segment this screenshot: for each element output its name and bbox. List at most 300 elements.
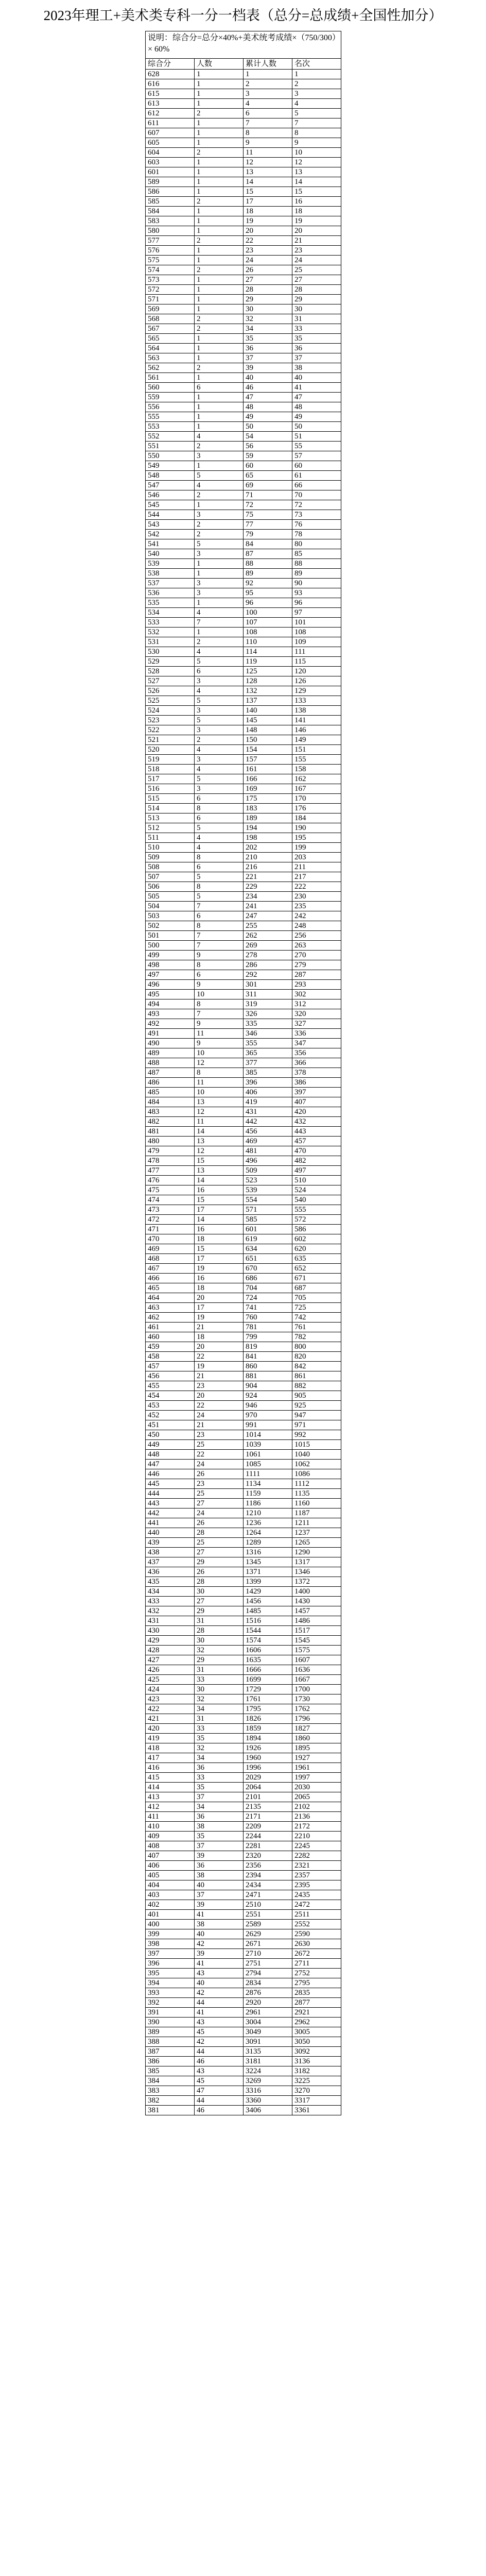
table-row	[146, 1753, 341, 1763]
table-cell: 1	[195, 373, 244, 383]
table-cell: 292	[244, 970, 292, 980]
table-cell: 569	[146, 304, 195, 314]
table-cell: 601	[244, 1225, 292, 1234]
table-cell: 537	[146, 579, 195, 588]
table-row	[146, 1597, 341, 1606]
table-cell: 41	[195, 1910, 244, 1920]
table-row	[146, 618, 341, 628]
column-header: 人数	[195, 59, 244, 70]
table-cell: 538	[146, 569, 195, 579]
table-cell: 525	[146, 696, 195, 706]
page-title: 2023年理工+美术类专科一分一档表（总分=总成绩+全国性加分）	[43, 8, 443, 23]
table-cell: 443	[146, 1499, 195, 1509]
table-cell: 564	[146, 344, 195, 353]
table-row	[146, 1812, 341, 1822]
table-cell: 377	[244, 1058, 292, 1068]
table-row	[146, 285, 341, 295]
table-row	[146, 569, 341, 579]
table-row	[146, 1048, 341, 1058]
table-row	[146, 138, 341, 148]
table-cell: 1	[195, 118, 244, 128]
table-cell: 2245	[292, 1841, 341, 1851]
table-cell: 385	[146, 2066, 195, 2076]
table-cell: 22	[195, 1352, 244, 1362]
table-cell: 11	[195, 1117, 244, 1127]
table-row	[146, 1920, 341, 1929]
table-cell: 2434	[244, 1880, 292, 1890]
table-cell: 2171	[244, 1812, 292, 1822]
table-cell: 1	[195, 216, 244, 226]
table-cell: 397	[146, 1949, 195, 1959]
table-row	[146, 451, 341, 461]
table-cell: 279	[292, 960, 341, 970]
table-cell: 293	[292, 980, 341, 990]
table-cell: 671	[292, 1274, 341, 1283]
table-row	[146, 471, 341, 481]
table-cell: 21	[292, 236, 341, 246]
table-cell: 573	[146, 275, 195, 285]
table-cell: 1	[195, 461, 244, 471]
table-cell: 510	[146, 843, 195, 853]
table-cell: 132	[244, 686, 292, 696]
table-cell: 170	[292, 794, 341, 804]
table-row	[146, 1293, 341, 1303]
table-cell: 27	[292, 275, 341, 285]
table-row	[146, 373, 341, 383]
table-cell: 602	[292, 1234, 341, 1244]
table-row	[146, 1303, 341, 1313]
table-cell: 1289	[244, 1538, 292, 1548]
table-row	[146, 1195, 341, 1205]
table-cell: 1635	[244, 1655, 292, 1665]
table-cell: 475	[146, 1185, 195, 1195]
table-cell: 43	[195, 2018, 244, 2027]
table-cell: 406	[244, 1088, 292, 1097]
table-cell: 536	[146, 588, 195, 598]
table-cell: 589	[146, 177, 195, 187]
table-cell: 584	[146, 207, 195, 216]
table-cell: 635	[292, 1254, 341, 1264]
table-cell: 5	[195, 716, 244, 725]
table-cell: 409	[146, 1832, 195, 1841]
table-cell: 126	[292, 676, 341, 686]
table-row	[146, 853, 341, 862]
table-cell: 14	[195, 1127, 244, 1137]
table-cell: 488	[146, 1058, 195, 1068]
table-cell: 1	[195, 500, 244, 510]
table-cell: 603	[146, 158, 195, 167]
table-cell: 456	[146, 1371, 195, 1381]
table-row	[146, 579, 341, 588]
table-cell: 28	[195, 1528, 244, 1538]
table-cell: 138	[292, 706, 341, 716]
table-cell: 616	[146, 79, 195, 89]
table-cell: 3004	[244, 2018, 292, 2027]
table-cell: 1	[195, 628, 244, 637]
table-cell: 1606	[244, 1646, 292, 1655]
table-row	[146, 2057, 341, 2066]
table-cell: 120	[292, 667, 341, 676]
table-row	[146, 745, 341, 755]
table-cell: 436	[146, 1567, 195, 1577]
table-cell: 1	[195, 128, 244, 138]
table-cell: 2962	[292, 2018, 341, 2027]
table-cell: 3	[195, 706, 244, 716]
table-cell: 454	[146, 1391, 195, 1401]
table-cell: 3269	[244, 2076, 292, 2086]
table-cell: 5	[195, 823, 244, 833]
table-row	[146, 2027, 341, 2037]
table-row	[146, 304, 341, 314]
table-cell: 462	[146, 1313, 195, 1323]
table-cell: 7	[195, 931, 244, 941]
table-cell: 384	[146, 2076, 195, 2086]
table-cell: 1	[244, 70, 292, 79]
table-row	[146, 608, 341, 618]
table-cell: 513	[146, 814, 195, 823]
table-cell: 484	[146, 1097, 195, 1107]
header-row	[146, 59, 341, 70]
table-cell: 1485	[244, 1606, 292, 1616]
table-cell: 523	[244, 1176, 292, 1185]
table-cell: 511	[146, 833, 195, 843]
table-cell: 670	[244, 1264, 292, 1274]
table-cell: 1827	[292, 1724, 341, 1734]
table-cell: 539	[244, 1185, 292, 1195]
table-cell: 3224	[244, 2066, 292, 2076]
table-cell: 601	[146, 167, 195, 177]
table-row	[146, 628, 341, 637]
table-cell: 69	[244, 481, 292, 490]
table-row	[146, 461, 341, 471]
table-cell: 2064	[244, 1783, 292, 1792]
table-cell: 449	[146, 1440, 195, 1450]
table-cell: 619	[244, 1234, 292, 1244]
table-cell: 486	[146, 1078, 195, 1088]
table-row	[146, 1440, 341, 1450]
table-cell: 502	[146, 921, 195, 931]
table-row	[146, 892, 341, 902]
table-cell: 391	[146, 2008, 195, 2018]
table-row	[146, 530, 341, 539]
table-cell: 32	[195, 1646, 244, 1655]
table-row	[146, 1146, 341, 1156]
table-cell: 572	[292, 1215, 341, 1225]
table-cell: 30	[244, 304, 292, 314]
table-cell: 32	[195, 1743, 244, 1753]
table-cell: 37	[244, 353, 292, 363]
table-row	[146, 363, 341, 373]
table-cell: 2	[195, 735, 244, 745]
table-row	[146, 1528, 341, 1538]
table-cell: 28	[244, 285, 292, 295]
table-cell: 842	[292, 1362, 341, 1371]
table-cell: 552	[146, 432, 195, 442]
table-cell: 905	[292, 1391, 341, 1401]
table-cell: 2671	[244, 1939, 292, 1949]
table-cell: 572	[146, 285, 195, 295]
table-cell: 57	[292, 451, 341, 461]
table-cell: 44	[195, 2047, 244, 2057]
table-cell: 2244	[244, 1832, 292, 1841]
table-cell: 1	[195, 569, 244, 579]
table-cell: 686	[244, 1274, 292, 1283]
table-cell: 925	[292, 1401, 341, 1411]
table-cell: 22	[244, 236, 292, 246]
table-cell: 145	[244, 716, 292, 725]
table-cell: 1086	[292, 1469, 341, 1479]
note-row	[146, 31, 341, 59]
table-cell: 1211	[292, 1518, 341, 1528]
table-cell: 401	[146, 1910, 195, 1920]
table-cell: 415	[146, 1773, 195, 1783]
table-cell: 13	[244, 167, 292, 177]
table-cell: 4	[292, 99, 341, 109]
table-cell: 860	[244, 1362, 292, 1371]
table-cell: 189	[244, 814, 292, 823]
table-cell: 487	[146, 1068, 195, 1078]
table-row	[146, 246, 341, 256]
table-cell: 492	[146, 1019, 195, 1029]
table-cell: 402	[146, 1900, 195, 1910]
table-cell: 29	[292, 295, 341, 304]
table-row	[146, 1587, 341, 1597]
table-cell: 235	[292, 902, 341, 911]
table-cell: 524	[292, 1185, 341, 1195]
table-cell: 12	[195, 1107, 244, 1117]
table-cell: 496	[244, 1156, 292, 1166]
table-row	[146, 1939, 341, 1949]
table-cell: 396	[146, 1959, 195, 1969]
table-cell: 628	[146, 70, 195, 79]
table-cell: 15	[195, 1244, 244, 1254]
table-cell: 19	[244, 216, 292, 226]
table-cell: 799	[244, 1332, 292, 1342]
table-cell: 540	[146, 549, 195, 559]
table-cell: 36	[195, 1812, 244, 1822]
table-cell: 416	[146, 1763, 195, 1773]
table-row	[146, 344, 341, 353]
table-cell: 129	[292, 686, 341, 696]
table-cell: 551	[146, 442, 195, 451]
table-row	[146, 1694, 341, 1704]
table-cell: 510	[292, 1176, 341, 1185]
table-cell: 5	[195, 696, 244, 706]
table-cell: 441	[146, 1518, 195, 1528]
table-cell: 470	[292, 1146, 341, 1156]
table-cell: 881	[244, 1371, 292, 1381]
table-row	[146, 1176, 341, 1185]
table-cell: 25	[292, 265, 341, 275]
table-cell: 393	[146, 1988, 195, 1998]
table-cell: 3360	[244, 2096, 292, 2106]
table-cell: 43	[195, 2066, 244, 2076]
table-cell: 6	[195, 667, 244, 676]
table-cell: 1290	[292, 1548, 341, 1557]
table-cell: 472	[146, 1215, 195, 1225]
table-cell: 1	[195, 246, 244, 256]
table-cell: 2029	[244, 1773, 292, 1783]
table-row	[146, 1381, 341, 1391]
table-cell: 1265	[292, 1538, 341, 1548]
table-cell: 92	[244, 579, 292, 588]
table-row	[146, 1323, 341, 1332]
table-cell: 585	[146, 197, 195, 207]
table-cell: 540	[292, 1195, 341, 1205]
table-row	[146, 990, 341, 999]
table-cell: 523	[146, 716, 195, 725]
table-cell: 21	[195, 1371, 244, 1381]
table-row	[146, 1616, 341, 1626]
table-cell: 406	[146, 1861, 195, 1871]
table-cell: 15	[244, 187, 292, 197]
table-row	[146, 1371, 341, 1381]
table-cell: 3317	[292, 2096, 341, 2106]
table-cell: 4	[244, 99, 292, 109]
table-cell: 355	[244, 1039, 292, 1048]
table-cell: 42	[195, 1988, 244, 1998]
table-cell: 1700	[292, 1685, 341, 1694]
table-cell: 725	[292, 1303, 341, 1313]
table-cell: 128	[244, 676, 292, 686]
table-row	[146, 158, 341, 167]
table-cell: 2320	[244, 1851, 292, 1861]
column-header: 累计人数	[244, 59, 292, 70]
table-cell: 1015	[292, 1440, 341, 1450]
table-row	[146, 667, 341, 676]
table-row	[146, 520, 341, 530]
table-cell: 39	[195, 1851, 244, 1861]
table-cell: 1	[195, 334, 244, 344]
table-cell: 3	[195, 549, 244, 559]
table-row	[146, 1636, 341, 1646]
table-cell: 125	[244, 667, 292, 676]
table-cell: 6	[195, 970, 244, 980]
table-cell: 7	[292, 118, 341, 128]
table-cell: 480	[146, 1137, 195, 1146]
table-row	[146, 1577, 341, 1587]
table-cell: 2435	[292, 1890, 341, 1900]
table-cell: 429	[146, 1636, 195, 1646]
table-cell: 20	[244, 226, 292, 236]
table-cell: 6	[195, 911, 244, 921]
table-row	[146, 1019, 341, 1029]
table-cell: 3	[195, 510, 244, 520]
table-cell: 445	[146, 1479, 195, 1489]
table-cell: 507	[146, 872, 195, 882]
table-row	[146, 1743, 341, 1753]
table-cell: 8	[195, 1068, 244, 1078]
table-cell: 5	[195, 892, 244, 902]
table-cell: 1	[195, 226, 244, 236]
table-cell: 482	[292, 1156, 341, 1166]
table-cell: 1400	[292, 1587, 341, 1597]
table-cell: 347	[292, 1039, 341, 1048]
table-row	[146, 1822, 341, 1832]
table-row	[146, 1880, 341, 1890]
table-cell: 494	[146, 999, 195, 1009]
table-row	[146, 872, 341, 882]
table-row	[146, 187, 341, 197]
table-cell: 141	[292, 716, 341, 725]
table-cell: 3	[195, 676, 244, 686]
table-cell: 40	[195, 1880, 244, 1890]
table-row	[146, 706, 341, 716]
table-row	[146, 970, 341, 980]
table-cell: 4	[195, 608, 244, 618]
table-cell: 8	[195, 921, 244, 931]
table-cell: 2282	[292, 1851, 341, 1861]
table-row	[146, 314, 341, 324]
table-cell: 447	[146, 1460, 195, 1469]
table-row	[146, 1802, 341, 1812]
table-cell: 211	[292, 862, 341, 872]
table-cell: 7	[195, 941, 244, 951]
table-cell: 66	[292, 481, 341, 490]
table-cell: 3	[195, 725, 244, 735]
table-cell: 531	[146, 637, 195, 647]
table-cell: 469	[146, 1244, 195, 1254]
table-cell: 431	[244, 1107, 292, 1117]
table-cell: 493	[146, 1009, 195, 1019]
table-row	[146, 1362, 341, 1371]
table-cell: 1134	[244, 1479, 292, 1489]
table-cell: 543	[146, 520, 195, 530]
table-cell: 2	[195, 324, 244, 334]
table-row	[146, 256, 341, 265]
table-cell: 23	[292, 246, 341, 256]
table-cell: 27	[195, 1499, 244, 1509]
table-cell: 410	[146, 1822, 195, 1832]
table-row	[146, 1871, 341, 1880]
table-cell: 3	[244, 89, 292, 99]
table-cell: 6	[195, 814, 244, 823]
table-cell: 547	[146, 481, 195, 490]
table-cell: 1796	[292, 1714, 341, 1724]
table-row	[146, 1567, 341, 1577]
table-cell: 495	[146, 990, 195, 999]
table-cell: 40	[244, 373, 292, 383]
table-cell: 36	[244, 344, 292, 353]
table-cell: 1430	[292, 1597, 341, 1606]
table-cell: 419	[244, 1097, 292, 1107]
table-cell: 1371	[244, 1567, 292, 1577]
table-cell: 442	[244, 1117, 292, 1127]
table-cell: 169	[244, 784, 292, 794]
table-cell: 604	[146, 148, 195, 158]
table-cell: 3225	[292, 2076, 341, 2086]
table-cell: 471	[146, 1225, 195, 1234]
table-cell: 54	[244, 432, 292, 442]
table-cell: 6	[195, 794, 244, 804]
table-cell: 620	[292, 1244, 341, 1254]
table-cell: 544	[146, 510, 195, 520]
table-row	[146, 118, 341, 128]
table-cell: 405	[146, 1871, 195, 1880]
table-cell: 1	[195, 177, 244, 187]
table-cell: 255	[244, 921, 292, 931]
table-cell: 100	[244, 608, 292, 618]
table-cell: 565	[146, 334, 195, 344]
table-cell: 1085	[244, 1460, 292, 1469]
table-cell: 107	[244, 618, 292, 628]
table-row	[146, 686, 341, 696]
table-cell: 71	[244, 490, 292, 500]
table-cell: 115	[292, 657, 341, 667]
table-cell: 114	[244, 647, 292, 657]
table-cell: 781	[244, 1323, 292, 1332]
table-row	[146, 1900, 341, 1910]
